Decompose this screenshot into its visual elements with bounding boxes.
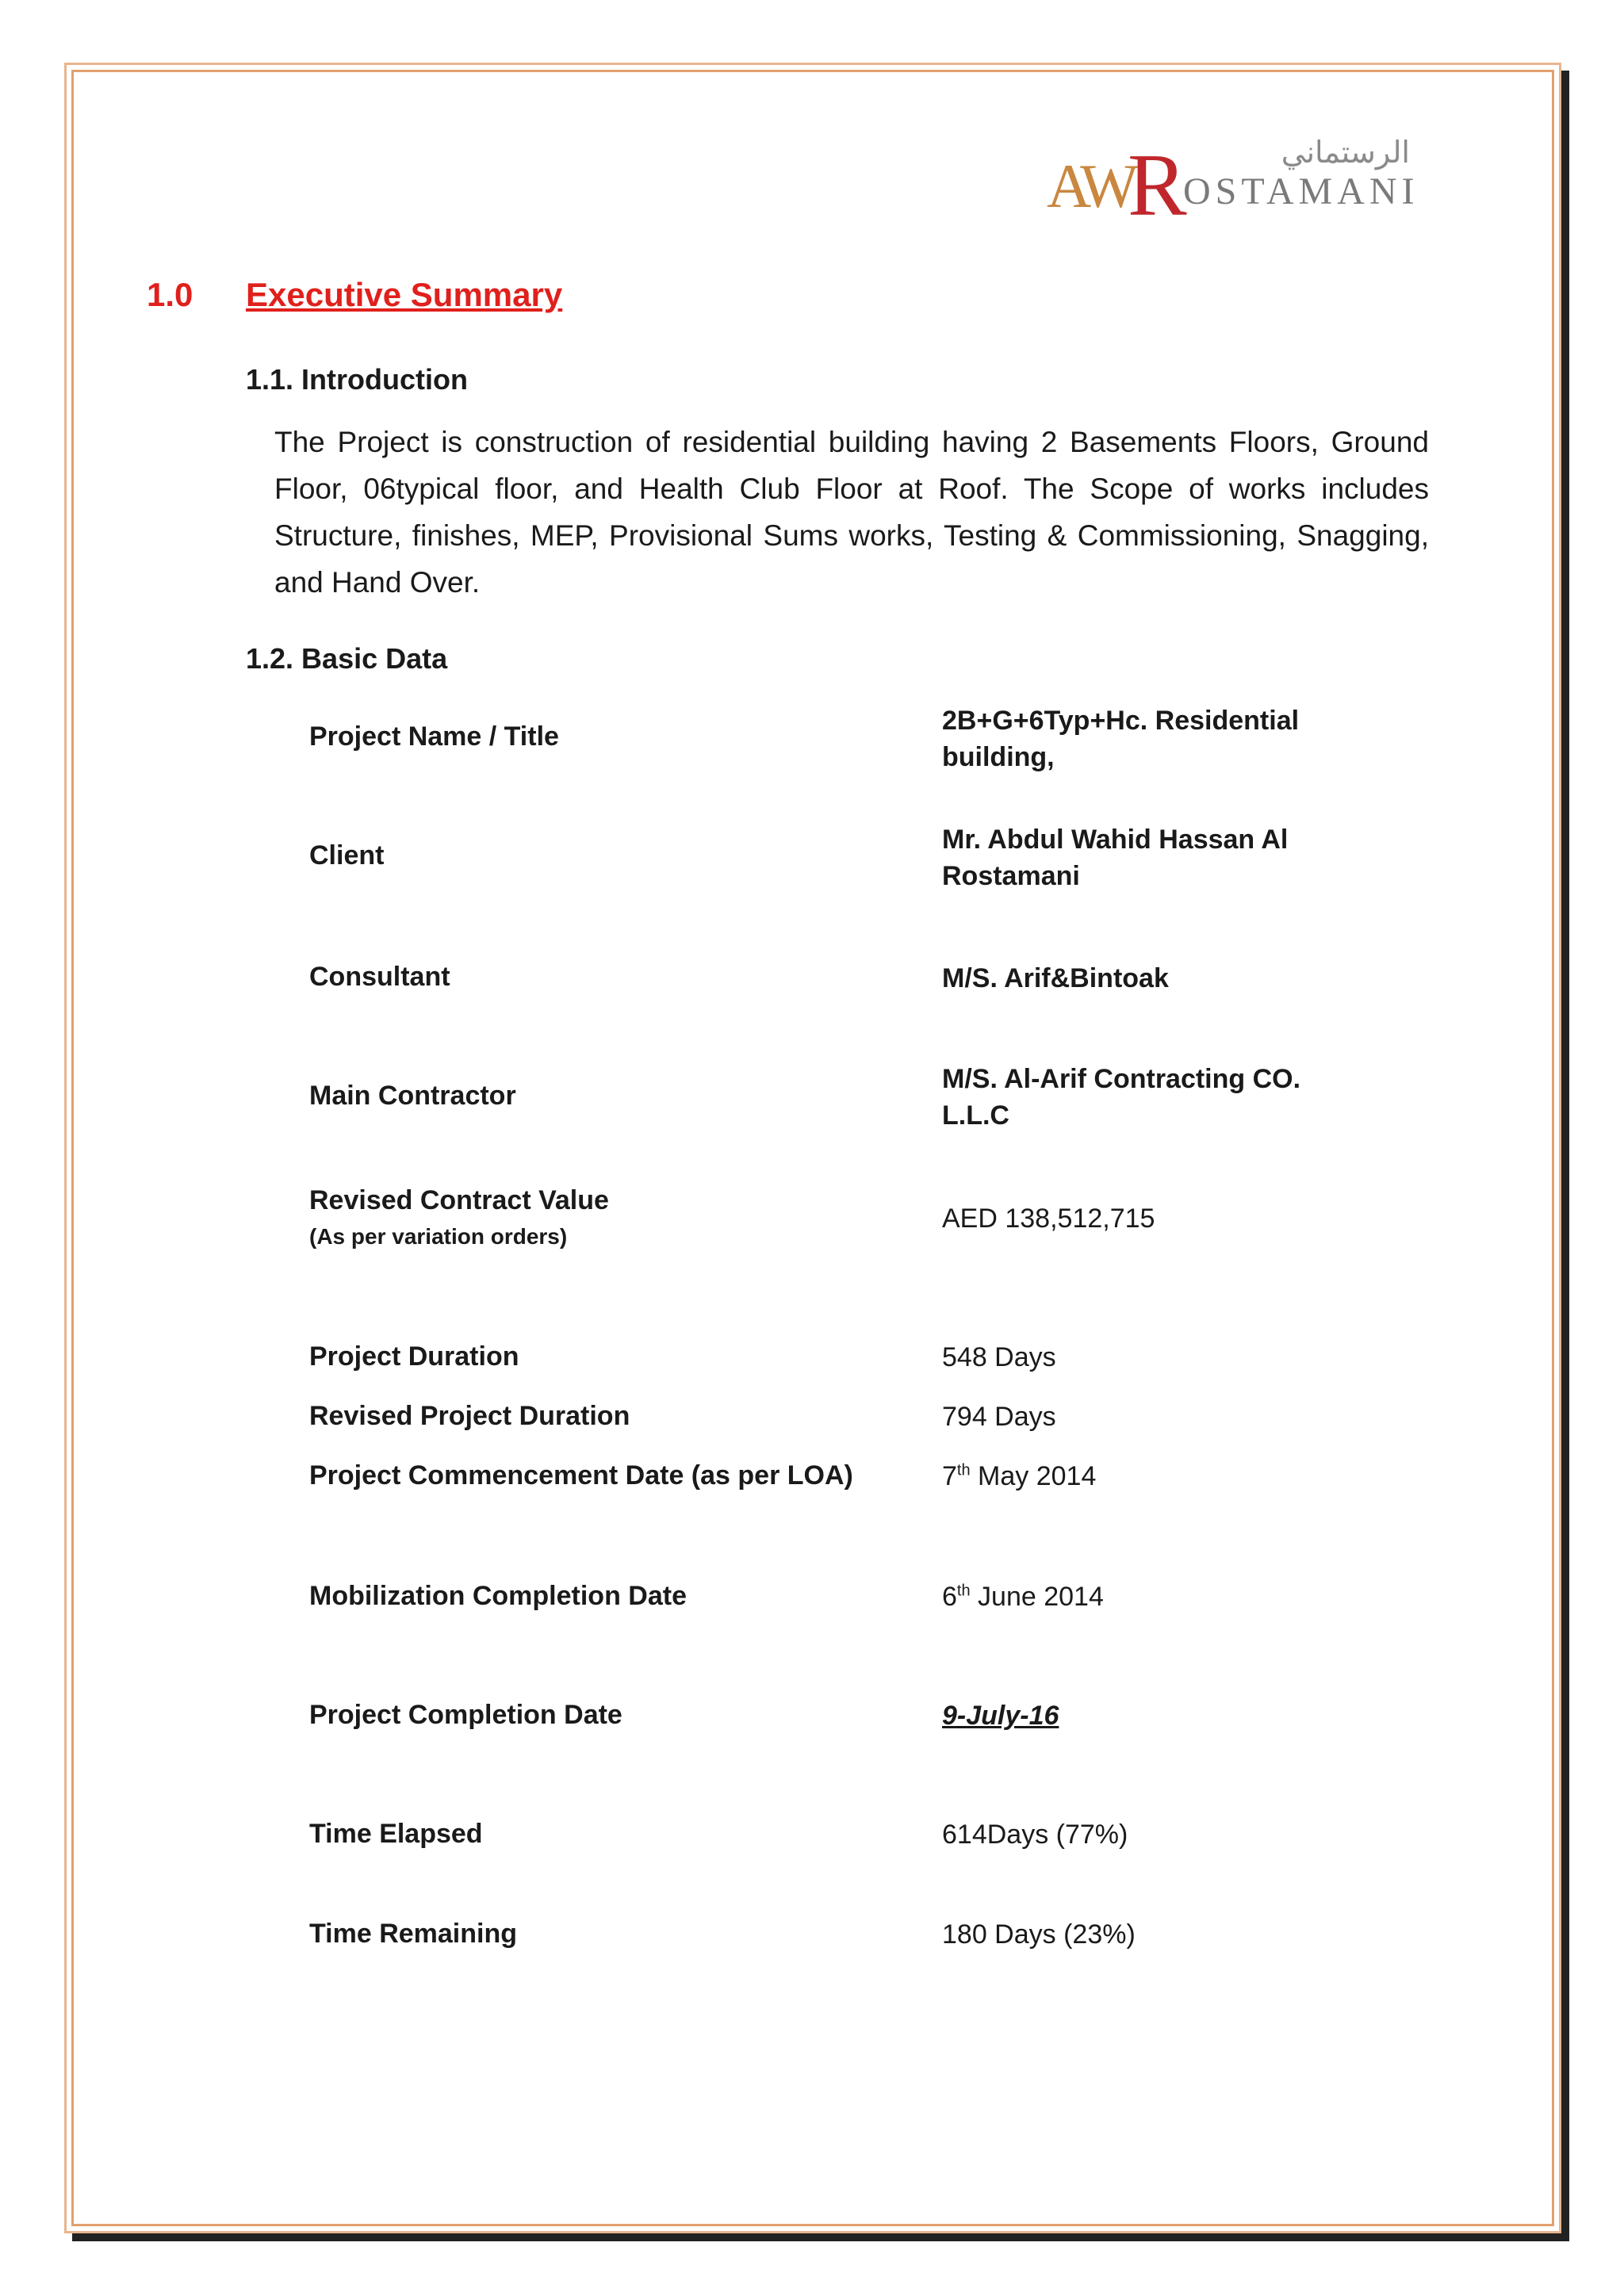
main-contractor-label: Main Contractor: [309, 1081, 516, 1111]
commencement-label: Project Commencement Date (as per LOA): [309, 1460, 853, 1490]
contract-value-value: AED 138,512,715: [942, 1203, 1155, 1234]
consultant-label: Consultant: [309, 962, 450, 992]
contract-value-label-text: Revised Contract Value: [309, 1185, 609, 1215]
time-remaining-label: Time Remaining: [309, 1919, 517, 1949]
consultant-value: M/S. Arif&Bintoak: [942, 963, 1169, 993]
logo-r: R: [1128, 136, 1187, 235]
company-logo: [1047, 135, 1419, 235]
revised-duration-label: Revised Project Duration: [309, 1401, 630, 1431]
mobilization-day: 6: [942, 1582, 957, 1612]
logo-arabic-text: الرستماني: [1281, 135, 1410, 170]
mobilization-label: Mobilization Completion Date: [309, 1581, 687, 1611]
client-value: Mr. Abdul Wahid Hassan Al Rostamani: [942, 825, 1289, 891]
time-remaining-value: 180 Days (23%): [942, 1919, 1136, 1950]
introduction-heading: 1.1. Introduction: [246, 363, 469, 396]
revised-duration-value: 794 Days: [942, 1402, 1056, 1432]
project-name-value: 2B+G+6Typ+Hc. Residential building,: [942, 706, 1300, 772]
commencement-suffix: th: [956, 1461, 971, 1479]
completion-value: 9-July-16: [942, 1701, 1059, 1731]
completion-label: Project Completion Date: [309, 1700, 622, 1730]
logo-ostamani: OSTAMANI: [1183, 170, 1419, 212]
commencement-rest: May 2014: [970, 1461, 1097, 1491]
client-label: Client: [309, 840, 385, 871]
commencement-value: [942, 1458, 1370, 1494]
mobilization-rest: June 2014: [970, 1582, 1104, 1612]
main-contractor-value: M/S. Al-Arif Contracting CO. L.L.C: [942, 1064, 1301, 1131]
logo-aw: AW: [1047, 151, 1132, 220]
time-elapsed-label: Time Elapsed: [309, 1819, 483, 1849]
section-number: 1.0: [147, 276, 193, 313]
project-duration-label: Project Duration: [309, 1341, 519, 1372]
introduction-text: The Project is construction of residential building having 2 Basements Floors, Ground Floor, 06typical floor, and Health Club Floor at Roof. The Scope of works includes Structure, finishes, MEP, Provisional Sums works, Testing & Commissioning, Snagging, and Hand Over.: [274, 426, 1429, 599]
mobilization-value: [942, 1578, 1370, 1615]
mobilization-suffix: th: [956, 1582, 971, 1600]
section-title: Executive Summary: [246, 276, 563, 313]
time-elapsed-value: 614Days (77%): [942, 1820, 1128, 1850]
contract-value-sublabel: (As per variation orders): [309, 1224, 568, 1249]
project-duration-value: 548 Days: [942, 1342, 1056, 1372]
contract-value-label: [309, 1185, 609, 1249]
commencement-day: 7: [942, 1461, 957, 1491]
project-name-label: Project Name / Title: [309, 721, 559, 752]
basic-data-heading: 1.2. Basic Data: [246, 642, 448, 675]
